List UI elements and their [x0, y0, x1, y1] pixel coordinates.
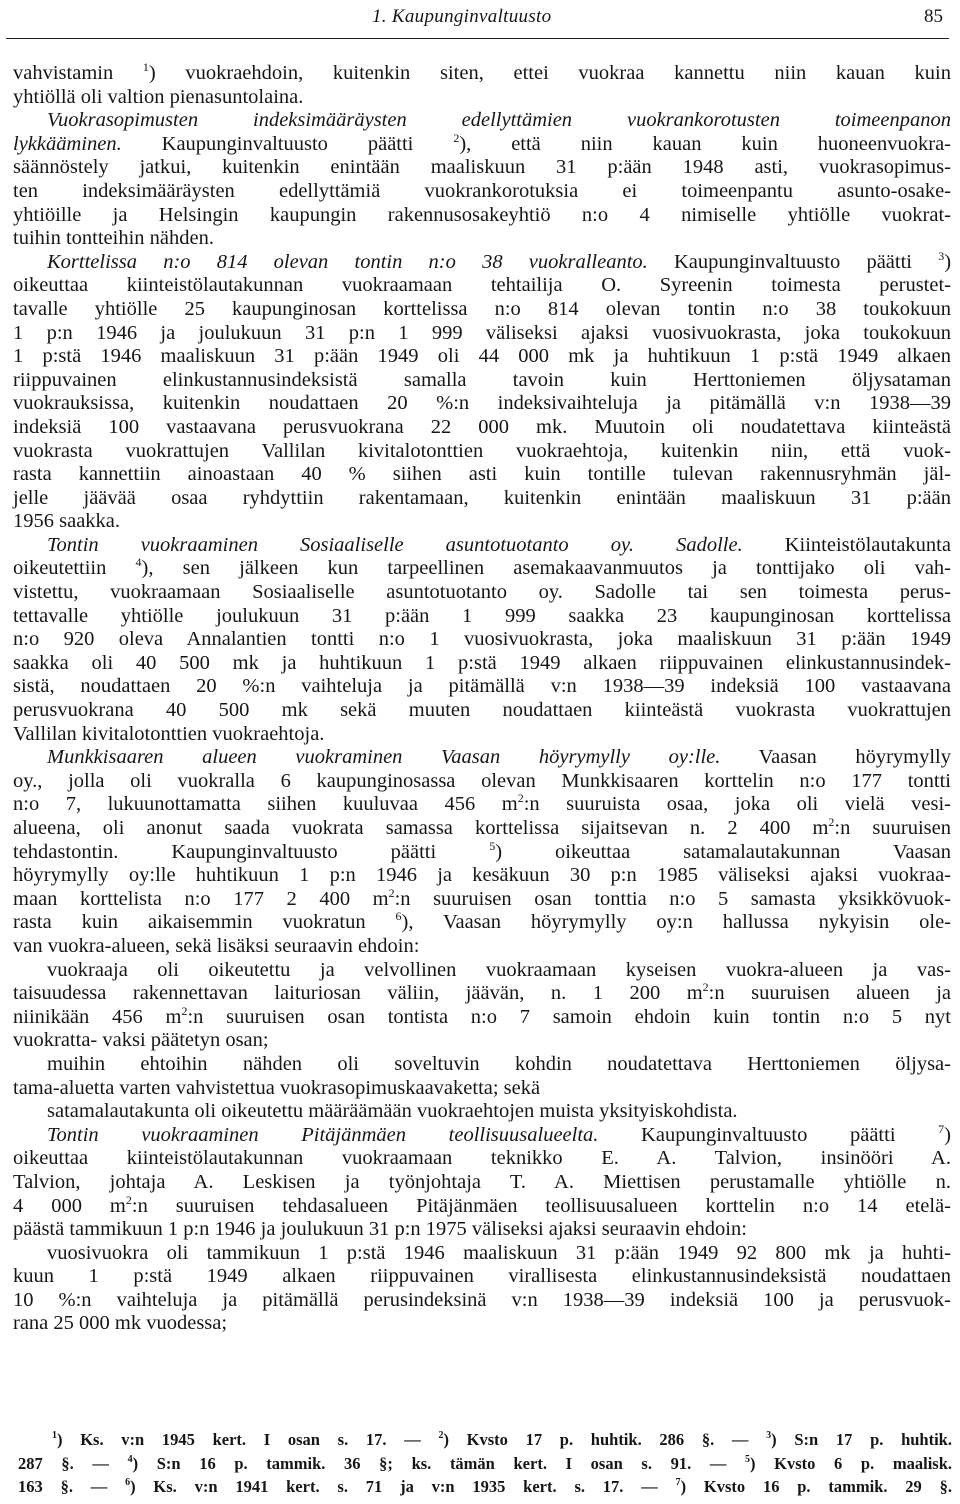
text-line: satamalautakunta oli oikeutettu määräämään vuokraehtojen muista yksityiskohdista.	[47, 1100, 738, 1123]
text-line: Tontin vuokraaminen Pitäjänmäen teollisuusalueelta. Kaupunginvaltuusto päätti $^7$)	[47, 1121, 951, 1146]
text-line: Munkkisaaren alueen vuokraminen Vaasan höyrymylly oy:lle. Vaasan höyrymylly	[47, 746, 951, 769]
text-line: riippuvainen elinkustannusindeksistä samalla tavoin kuin Herttoniemen öljysataman	[13, 368, 951, 391]
text-line: 10 %:n vaihteluja ja pitämällä perusindeksinä v:n 1938—39 indeksiä 100 ja perusvuok-	[13, 1288, 951, 1311]
text-line: vuokrasta vuokrattujen Vallilan kivitalotonttien vuokraehtoja, kuitenkin niin, että vuok-	[13, 439, 951, 462]
running-header	[0, 2, 960, 36]
chapter-title: 1. Kaupunginvaltuusto	[372, 6, 552, 27]
text-line: tavalle yhtiölle 25 kaupunginosan korttelissa n:o 814 olevan tontin n:o 38 toukokuun	[13, 297, 951, 320]
text-line: oikeuttaa kiinteistölautakunnan vuokraamaan tehtailija O. Syreenin toimesta perustet-	[13, 274, 951, 297]
text-line: Vallilan kivitalotonttien vuokraehtoja.	[13, 722, 325, 745]
text-line: indeksiä 100 vastaavana perusvuokrana 22 000 mk. Muutoin oli noudatettava kiinteästä	[13, 415, 951, 438]
text-line: oy., jolla oli vuokralla 6 kaupunginosassa olevan Munkkisaaren korttelin n:o 177 tontti	[13, 769, 951, 792]
text-line: niinikään 456 $m^2:n$ suuruisen osan tontista n:o 7 samoin ehdoin kuin tontin n:o 5 nyt	[13, 1003, 951, 1028]
text-line: vuokratta- vaksi päätetyn osan;	[13, 1029, 269, 1052]
fn-line: $^1$) Ks. v:n 1945 kert. I osan s. 17. — $^2$) Kvsto 17 p. huhtik. 286 §. — $^3$) S:n 17 p. huhtik.	[52, 1430, 952, 1449]
text-line: vuosivuokra oli tammikuun 1 p:stä 1946 maaliskuun 31 p:ään 1949 92 800 mk ja huhti-	[47, 1241, 951, 1264]
text-line: rasta kannettiin ainoastaan 40 % siihen asti kuin tontille tulevan rakennusryhmän jäl-	[13, 463, 951, 486]
text-line: höyrymylly oy:lle huhtikuun 1 p:n 1946 ja kesäkuun 30 p:n 1985 väliseksi ajaksi vuokraa-	[13, 864, 951, 887]
text-line: rana 25 000 mk vuodessa;	[13, 1312, 228, 1335]
text-line: sistä, noudattaen 20 %:n vaihteluja ja pitämällä v:n 1938—39 indeksiä 100 vastaavana	[13, 675, 951, 698]
text-line: maan korttelista n:o 177 2 400 $m^2:n$ suuruisen osan tonttia n:o 5 samasta yksikkövuok-	[13, 885, 952, 910]
page-number: 85	[924, 6, 943, 27]
text-line: oikeuttaa kiinteistölautakunnan vuokraamaan teknikko E. A. Talvion, insinööri A.	[13, 1147, 951, 1170]
text-line: päästä tammikuun 1 p:n 1946 ja joulukuun 31 p:n 1975 väliseksi ajaksi seuraavin ehdoin:	[13, 1218, 747, 1241]
text-line: vuokrauksissa, kuitenkin noudattaen 20 %:n indeksivaihteluja ja pitämällä v:n 1938—39	[13, 392, 951, 415]
text-line: oikeutettiin $^4$), sen jälkeen kun tarpeellinen asemakaavanmuutos ja tonttijako oli vah-	[13, 555, 951, 580]
text-line: perusvuokrana 40 500 mk sekä muuten noudattaen kiinteästä vuokrasta vuokrattujen	[13, 699, 951, 722]
text-line: yhtiöllä oli valtion pienasuntolaina.	[13, 85, 304, 108]
text-line: tama-aluetta varten vahvistettua vuokrasopimuskaavaketta; sekä	[13, 1076, 541, 1099]
text-line: 1 p:n 1946 ja joulukuun 31 p:n 1 999 väliseksi ajaksi vuosivuokrasta, joka toukokuun	[13, 321, 951, 344]
body-text	[13, 62, 951, 1336]
text-line: tettavalle yhtiölle joulukuun 31 p:ään 1 999 saakka 23 kaupunginosan korttelissa	[13, 604, 951, 627]
text-line: 1 p:stä 1946 maaliskuun 31 p:ään 1949 oli 44 000 mk ja huhtikuun 1 p:stä 1949 alkaen	[13, 345, 951, 368]
text-line: Korttelissa n:o 814 olevan tontin n:o 38 vuokralleanto. Kaupunginvaltuusto päätti $^3$)	[47, 248, 952, 273]
text-line: vuokraaja oli oikeutettu ja velvollinen vuokraamaan kyseisen vuokra-alueen ja vas-	[47, 958, 951, 981]
text-line: n:o 920 oleva Annalantien tontti n:o 1 vuosivuokrasta, joka maaliskuun 31 p:ään 1949	[13, 628, 951, 651]
text-line: Talvion, johtaja A. Leskisen ja työnjohtaja T. A. Miettisen perustamalle yhtiölle n.	[13, 1170, 951, 1193]
text-line: rasta kuin aikaisemmin vuokratun $^6$), Vaasan höyrymylly oy:n hallussa nykyisin ole-	[13, 909, 951, 934]
text-line: tehdastontin. Kaupunginvaltuusto päätti $^5$) oikeuttaa satamalautakunnan Vaasan	[13, 838, 951, 863]
text-line: yhtiöille ja Helsingin kaupungin rakennusosakeyhtiö n:o 4 nimiselle yhtiölle vuokrat-	[13, 203, 951, 226]
text-line: jelle jäävää osaa ryhdyttiin rakentamaan, kuitenkin enintään maaliskuun 31 p:ään	[13, 486, 951, 509]
fn-line: 163 §. — $^6$) Ks. v:n 1941 kert. s. 71 ja v:n 1935 kert. s. 17. — $^7$) Kvsto 16 p. tammik. 29 §.	[18, 1477, 952, 1496]
text-line: saakka oli 40 500 mk ja huhtikuun 1 p:stä 1949 alkaen riippuvainen elinkustannusindek-	[13, 651, 951, 674]
fn-line: 287 §. — $^4$) S:n 16 p. tammik. 36 §; ks. tämän kert. I osan s. 91. — $^5$) Kvsto 6 p. maalisk.	[18, 1453, 953, 1473]
text-line: 1956 saakka.	[13, 510, 121, 533]
text-line: 4 000 $m^2:n$ suuruisen tehdasalueen Pitäjänmäen teollisuusalueen korttelin n:o 14 etelä-	[13, 1192, 951, 1217]
text-line: vistettu, vuokraamaan Sosiaaliselle asuntotuotanto oy. Sadolle tai sen toimesta perus-	[13, 581, 951, 604]
text-line: Vuokrasopimusten indeksimääräysten edellyttämien vuokrankorotusten toimeenpanon	[47, 109, 951, 132]
text-line: säännöstely jatkui, kuitenkin enintään maaliskuun 31 p:ään 1948 asti, vuokrasopimus-	[13, 156, 951, 179]
text-line: muihin ehtoihin nähden oli soveltuvin kohdin noudatettava Herttoniemen öljysa-	[47, 1052, 951, 1075]
text-line: ten indeksimääräysten edellyttämiä vuokrankorotuksia ei toimeenpantu asunto-osake-	[13, 179, 951, 202]
text-line: taisuudessa rakennettavan laituriosan väliin, jäävän, n. 1 200 $m^2:n$ suuruisen alueen ja	[13, 980, 951, 1005]
text-line: van vuokra-alueen, sekä lisäksi seuraavin ehdoin:	[13, 934, 420, 957]
header-rule	[6, 38, 949, 39]
footnotes	[18, 1428, 952, 1499]
text-line: alueena, oli anonut saada vuokrata samassa korttelissa sijaitsevan n. 2 400 $m^2:n$ suuruisen	[13, 815, 951, 839]
text-line: Tontin vuokraaminen Sosiaaliselle asuntotuotanto oy. Sadolle. Kiinteistölautakunta	[47, 533, 951, 556]
text-line: tuihin tontteihin nähden.	[13, 227, 214, 250]
text-line: kuun 1 p:stä 1949 alkaen riippuvainen virallisesta elinkustannusindeksistä noudattaen	[13, 1265, 951, 1288]
text-line: vahvistamin $^1$) vuokraehdoin, kuitenkin siten, ettei vuokraa kannettu niin kauan kuin	[13, 60, 951, 84]
text-line: lykkääminen. Kaupunginvaltuusto päätti $^2$), että niin kauan kuin huoneenvuokra-	[13, 130, 951, 155]
text-line: n:o 7, lukuunottamatta siihen kuuluvaa 456 $m^2:n$ suuruista osaa, joka oli vielä vesi-	[13, 791, 951, 816]
